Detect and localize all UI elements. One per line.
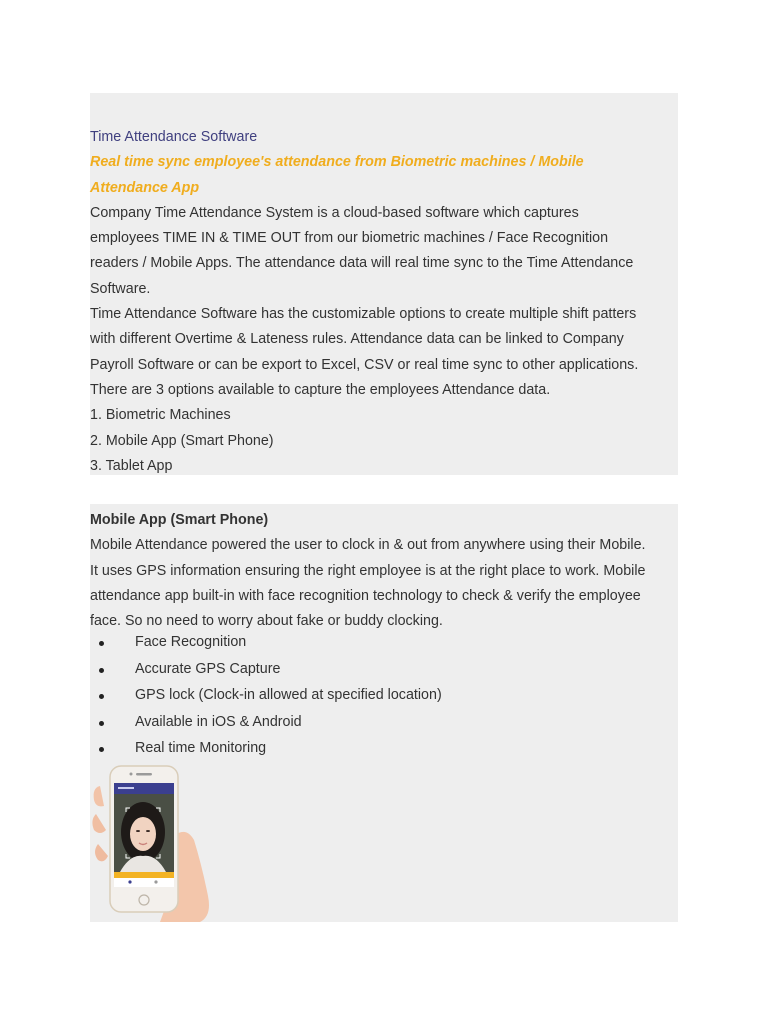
body-line: readers / Mobile Apps. The attendance data will real time sync to the Time Attendance — [90, 255, 634, 272]
mobile-app-content — [90, 508, 690, 634]
list-item — [90, 709, 442, 736]
body-line: Software. — [90, 280, 151, 297]
body-line: Payroll Software or can be export to Excel, CSV or real time sync to other applications. — [90, 356, 639, 373]
bullet-icon — [99, 668, 104, 673]
body-line: employees TIME IN & TIME OUT from our biometric machines / Face Recognition — [90, 230, 609, 247]
list-item — [90, 682, 442, 709]
phone-illustration — [90, 756, 215, 922]
body-line: attendance app built-in with face recognition technology to check & verify the employee — [90, 587, 641, 604]
body-line: face. So no need to worry about fake or buddy clocking. — [90, 613, 443, 630]
feature-list — [90, 629, 442, 762]
body-line: Mobile Attendance powered the user to clock in & out from anywhere using their Mobile. — [90, 537, 646, 554]
time-attendance-content — [90, 125, 690, 479]
body-line: It uses GPS information ensuring the right employee is at the right place to work. Mobile — [90, 562, 646, 579]
feature-label: Accurate GPS Capture — [135, 660, 281, 677]
feature-label: Available in iOS & Android — [135, 713, 302, 730]
option-item: 1. Biometric Machines — [90, 407, 231, 424]
list-item — [90, 629, 442, 656]
mobile-app-section — [90, 504, 678, 922]
option-item: 2. Mobile App (Smart Phone) — [90, 432, 274, 449]
bullet-icon — [99, 721, 104, 726]
body-line: There are 3 options available to capture the employees Attendance data. — [90, 381, 551, 398]
section-subtitle-line-1: Real time sync employee's attendance from Biometric machines / Mobile — [90, 154, 584, 171]
section-subtitle-line-2: Attendance App — [90, 179, 200, 196]
section-title: Time Attendance Software — [90, 129, 258, 145]
list-item — [90, 656, 442, 683]
bullet-icon — [99, 747, 104, 752]
smartphone-icon — [90, 756, 215, 922]
body-line: with different Overtime & Lateness rules. Attendance data can be linked to Company — [90, 331, 624, 348]
mobile-app-heading: Mobile App (Smart Phone) — [90, 512, 269, 528]
feature-label: Real time Monitoring — [135, 740, 267, 757]
bullet-icon — [99, 694, 104, 699]
bullet-icon — [99, 641, 104, 646]
option-item: 3. Tablet App — [90, 457, 173, 474]
time-attendance-section — [90, 93, 678, 475]
feature-label: GPS lock (Clock-in allowed at specified location) — [135, 687, 442, 704]
body-line: Time Attendance Software has the customizable options to create multiple shift patters — [90, 306, 637, 323]
feature-label: Face Recognition — [135, 634, 247, 650]
body-line: Company Time Attendance System is a cloud-based software which captures — [90, 204, 579, 221]
